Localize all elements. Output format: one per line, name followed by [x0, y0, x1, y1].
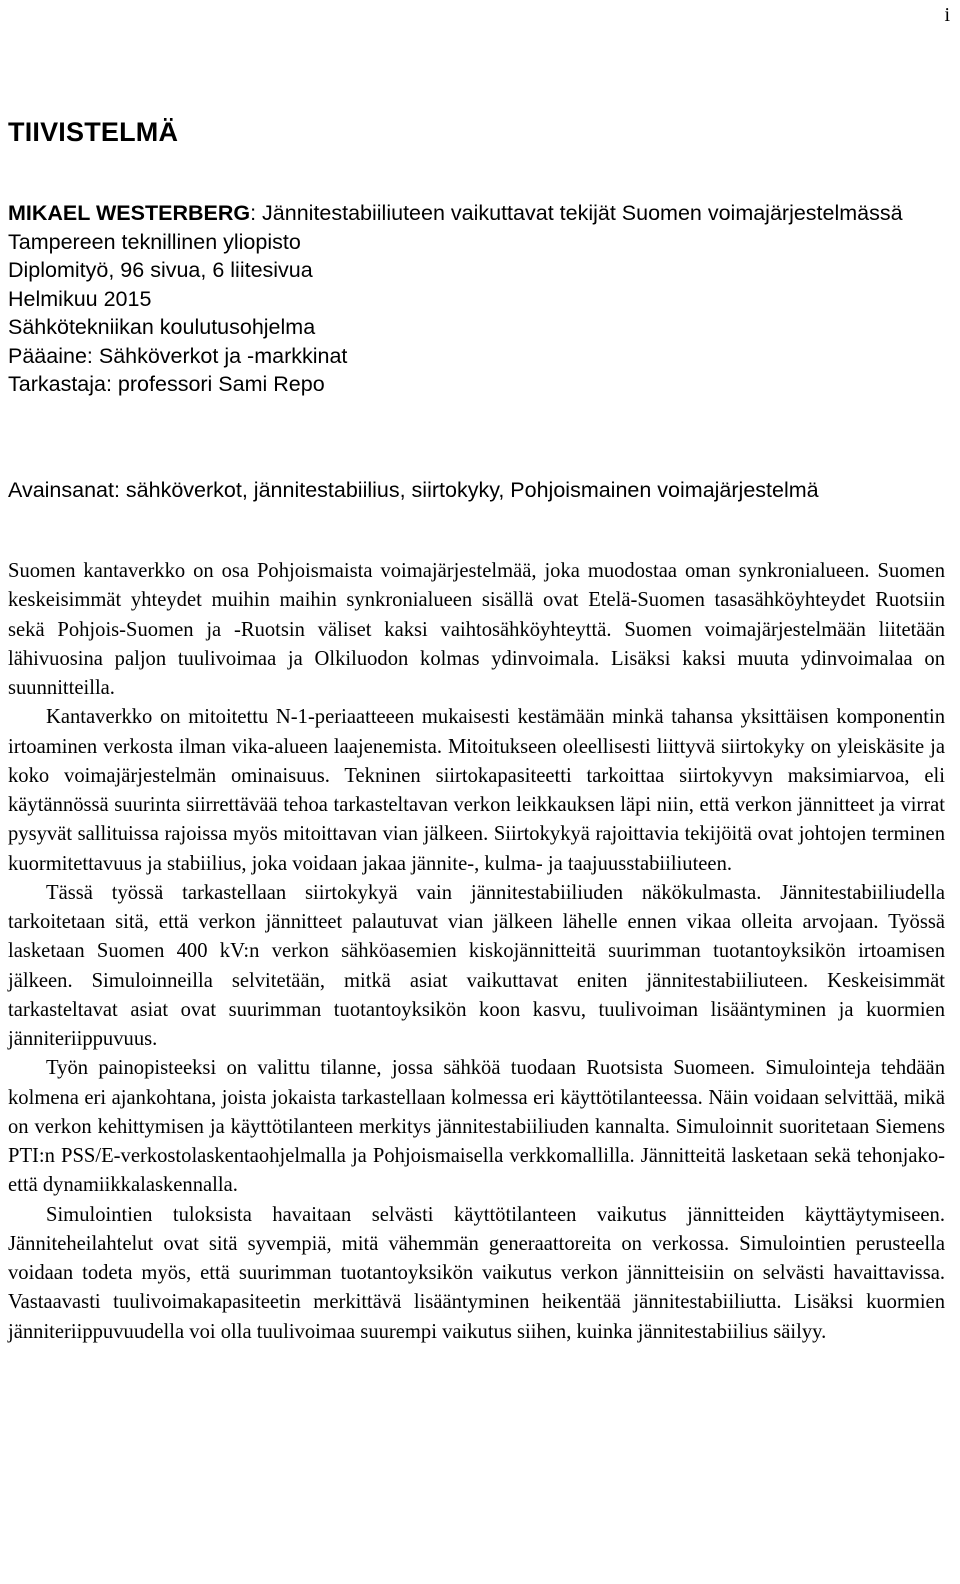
- abstract-paragraph: Työn painopisteeksi on valittu tilanne, jossa sähköä tuodaan Ruotsista Suomeen. Simulointeja tehdään kolmena eri ajankohtana, joista jokaista tarkastellaan kolmessa eri käyttötilanteessa. Näin voidaan selvittää, mikä on verkon kehittymisen ja käyttötilanteen merkitys jännitestabiiliuden kannalta. Simuloinnit suoritetaan Siemens PTI:n PSS/E-verkostolaskentaohjelmalla ja Pohjoismaisella verkkomallilla. Jännitteitä lasketaan sekä tehonjako- että dynamiikkalaskennalla.: [8, 1057, 945, 1197]
- abstract-paragraph: Tässä työssä tarkastellaan siirtokykyä vain jännitestabiiliuden näkökulmasta. Jännitestabiiliudella tarkoitetaan sitä, että verkon jännitteet palautuvat vian jälkeen lähelle ennen vikaa olleita arvojaan. Työssä lasketaan Suomen 400 kV:n verkon sähköasemien kiskojännitteitä suurimman tuotantoyksikön irtoamisen jälkeen. Simuloinneilla selvitetään, mitkä asiat vaikuttavat eniten jännitestabiiliuteen. Keskeisimmät tarkasteltavat asiat ovat suurimman tuotantoyksikön koon kasvu, tuulivoiman lisääntyminen ja kuormien jänniteriippuvuus.: [8, 881, 945, 1050]
- abstract-paragraph: Simulointien tuloksista havaitaan selvästi käyttötilanteen vaikutus jännitteiden käyttäytymiseen. Jänniteheilahtelut ovat sitä syvempiä, mitä vähemmän generaattoreita on verkossa. Simulointien perusteella voidaan todeta myös, että suurimman tuotantoyksikön vaikutus verkon jännitteisiin on selvästi havaittavissa. Vastaavasti tuulivoimakapasiteetin merkittävä lisääntyminen heikentää jännitestabiiliutta. Lisäksi kuormien jänniteriippuvuudella voi olla tuulivoimaa suurempi vaikutus siihen, kuinka jännitestabiilius säilyy.: [8, 1203, 945, 1343]
- degree-programme: Sähkötekniikan koulutusohjelma: [8, 315, 316, 339]
- thesis-metadata: [8, 199, 938, 399]
- thesis-type: Diplomityö, 96 sivua, 6 liitesivua: [8, 258, 313, 282]
- page-title: TIIVISTELMÄ: [8, 117, 179, 147]
- keywords: Avainsanat: sähköverkot, jännitestabiilius, siirtokyky, Pohjoismainen voimajärjestelmä: [8, 478, 819, 502]
- abstract-paragraph: Kantaverkko on mitoitettu N-1-periaatteeen mukaisesti kestämään minkä tahansa yksittäisen komponentin irtoaminen verkosta ilman vika-alueen laajenemista. Mitoitukseen oleellisesti liittyvä siirtokyky on yleiskäsite ja koko voimajärjestelmän ominaisuus. Tekninen siirtokapasiteetti tarkoittaa siirtokyvyn maksimiarvoa, eli käytännössä suurinta siirrettävää tehoa tarkasteltavan verkon leikkauksen läpi niin, että verkon jännitteet ja virrat pysyvät sallituissa rajoissa myös mitoittavan vian jälkeen. Siirtokykyä rajoittavia tekijöitä ovat johtojen terminen kuormitettavuus ja stabiilius, joka voidaan jakaa jännite-, kulma- ja taajuusstabiiliuteen.: [8, 706, 945, 875]
- examiner: Tarkastaja: professori Sami Repo: [8, 372, 325, 396]
- abstract-body: [8, 557, 945, 1347]
- author-name: MIKAEL WESTERBERG: [8, 201, 251, 225]
- university: Tampereen teknillinen yliopisto: [8, 229, 301, 254]
- abstract-paragraph: Suomen kantaverkko on osa Pohjoismaista voimajärjestelmää, joka muodostaa oman synkronialueen. Suomen keskeisimmät yhteydet muihin maihin synkronialueen sisällä ovat Etelä-Suomen tasasähköyhteydet Ruotsiin sekä Pohjois-Suomen ja -Ruotsin väliset kaksi vaihtosähköyhteyttä. Suomen voimajärjestelmään liitetään lähivuosina paljon tuulivoimaa ja Olkiluodon kolmas ydinvoimala. Lisäksi kaksi muuta ydinvoimalaa on suunnitteilla.: [8, 560, 945, 699]
- thesis-date: Helmikuu 2015: [8, 286, 152, 311]
- thesis-title: : Jännitestabiiliuteen vaikuttavat tekijät Suomen voimajärjestelmässä: [250, 201, 903, 225]
- major-subject: Pääaine: Sähköverkot ja -markkinat: [8, 343, 348, 368]
- page-number: i: [944, 4, 950, 26]
- author-title-line: [8, 199, 938, 228]
